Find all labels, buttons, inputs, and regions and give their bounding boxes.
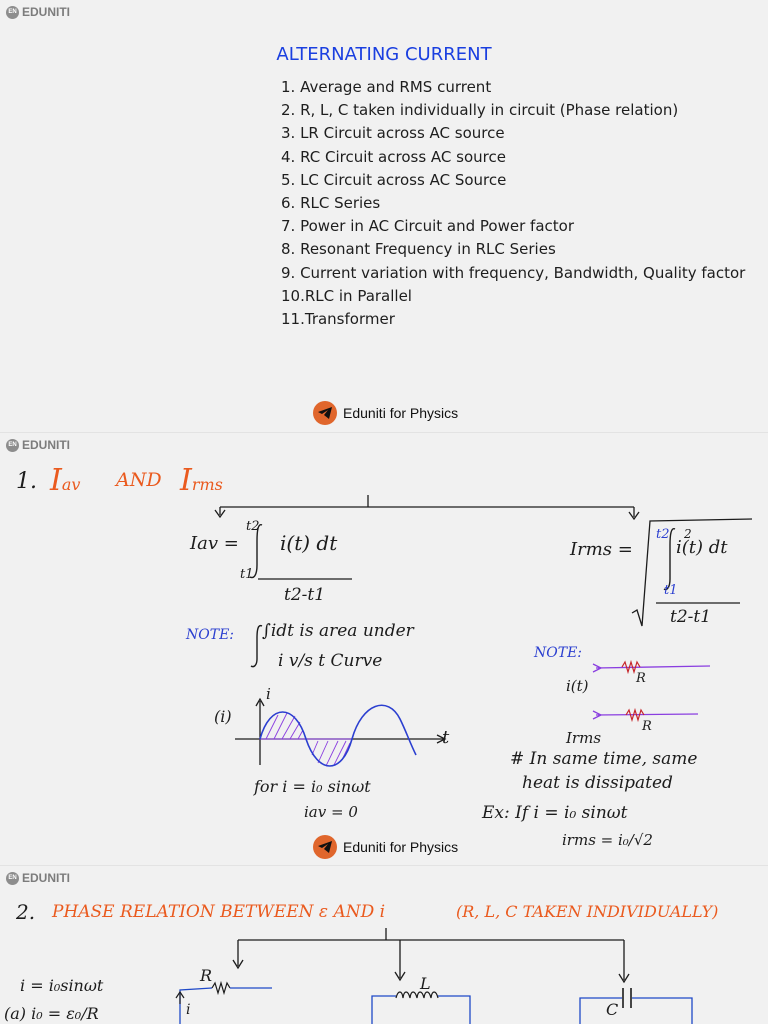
topic-item: 3. LR Circuit across AC source [281,124,505,143]
irms-power: 2 [684,527,692,541]
current-equation: i = i₀sinωt [20,976,104,995]
iav-denominator: t2-t1 [284,585,326,605]
topic-item: 2. R, L, C taken individually in circuit (Phase relation) [281,101,679,120]
telegram-icon [313,401,337,425]
topic-item: 7. Power in AC Circuit and Power factor [281,217,574,236]
section-number: 1. [16,469,37,494]
heading-irms-subscript: rms [191,475,223,494]
graph-label: (i) [214,707,232,726]
inductor-label: L [420,974,431,993]
slide-iav-irms [0,433,768,865]
resistor-label-2: R [642,719,652,734]
footer-channel-badge[interactable] [313,401,458,425]
brand-name: EDUNITI [22,5,70,19]
note-right-line2: heat is dissipated [522,773,673,793]
current-label-irms: Irms [566,729,602,747]
capacitor-label: C [606,1000,619,1019]
topic-item: 10.RLC in Parallel [281,286,412,305]
topic-item: 5. LC Circuit across AC Source [281,170,507,189]
topic-item: 1. Average and RMS current [281,78,492,96]
brand-name: EDUNITI [22,438,70,452]
topic-item: 8. Resonant Frequency in RLC Series [281,240,556,259]
heading-irms-symbol: I [180,463,192,498]
heading-and: AND [116,469,162,491]
current-label-it: i(t) [566,677,589,695]
topic-list [281,77,745,332]
brand-header [6,5,70,19]
page-title: ALTERNATING CURRENT [276,44,492,65]
eduniti-logo-icon: EN [6,6,19,19]
heading-iav [50,463,80,498]
graph-y-axis-label: i [266,685,271,703]
iav-label: Iav = [190,533,239,554]
graph-caption-result: iav = 0 [304,803,358,821]
telegram-icon [313,835,337,859]
note-right-line3: Ex: If i = i₀ sinωt [482,803,628,823]
note-left-line1: ∫idt is area under [262,621,414,641]
iav-upper-limit: t2 [246,519,260,534]
note-right-label: NOTE: [534,645,583,661]
iav-lower-limit: t1 [240,567,254,582]
section-number: 2. [16,900,36,924]
eduniti-logo-icon: EN [6,872,19,885]
slide-table-of-contents [0,0,768,432]
heading-iav-symbol: I [50,463,62,498]
topic-item: 9. Current variation with frequency, Bandwidth, Quality factor [281,263,746,282]
circuit-drawings [0,866,768,1024]
footer-channel-badge[interactable] [313,835,458,859]
topic-item: 6. RLC Series [281,193,381,212]
amplitude-equation: (a) i₀ = ε₀/R [4,1004,99,1023]
graph-x-axis-label: t [442,727,450,748]
topic-item: 4. RC Circuit across AC source [281,147,506,166]
irms-denominator: t2-t1 [670,607,712,627]
graph-caption-equation: for i = i₀ sinωt [254,777,371,796]
note-right-line1: # In same time, same [510,749,698,769]
iav-integrand: i(t) dt [280,531,338,555]
handwritten-drawings [0,433,768,865]
footer-channel-label: Eduniti for Physics [343,405,459,421]
irms-lower-limit: t1 [664,583,678,598]
note-right-line4: irms = i₀/√2 [562,831,653,849]
irms-label: Irms = [570,539,633,560]
heading-iav-subscript: av [61,475,81,494]
section-heading-qualifier: (R, L, C TAKEN INDIVIDUALLY) [456,902,719,921]
current-label: i [186,1002,191,1018]
footer-channel-label: Eduniti for Physics [343,839,459,855]
topic-item: 11.Transformer [281,309,395,328]
brand-name: EDUNITI [22,871,70,885]
note-left-line2: i v/s t Curve [278,651,383,671]
irms-integrand: i(t) dt [676,537,728,558]
resistor-label: R [200,966,213,985]
slide-phase-relation [0,866,768,1024]
note-left-label: NOTE: [186,627,235,643]
eduniti-logo-icon: EN [6,439,19,452]
irms-upper-limit: t2 [656,527,670,542]
section-heading: PHASE RELATION BETWEEN ε AND i [52,902,386,922]
heading-irms [180,463,223,498]
resistor-label-1: R [636,671,646,686]
